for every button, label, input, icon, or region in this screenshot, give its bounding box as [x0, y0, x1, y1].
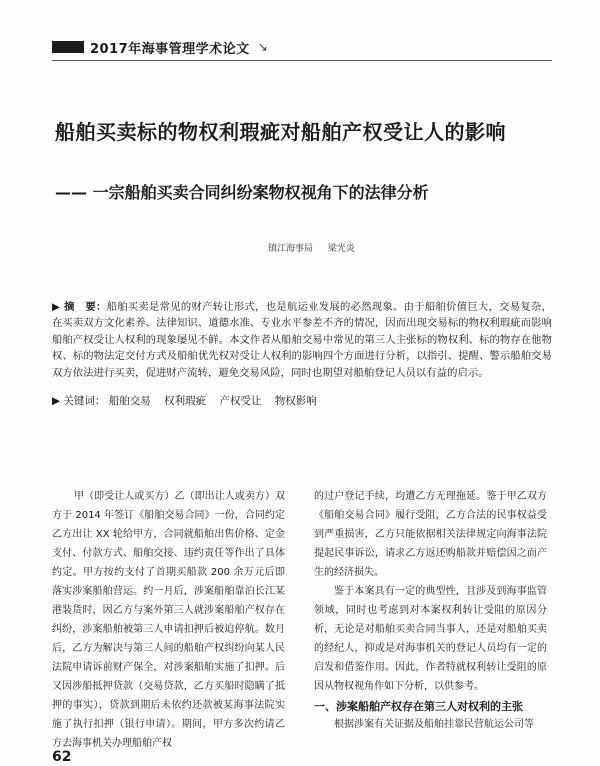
- paper-title: 船舶买卖标的物权利瑕疵对船舶产权受让人的影响: [55, 120, 506, 144]
- body-paragraph: 的过户登记手续，均遭乙方无理拖延。鉴于甲乙双方《船舶交易合同》履行受阻，乙方合法的民事权益受到严重损害，乙方只能依据相关法律规定向海事法院提起民事诉讼，请求乙方返还购船款并赔偿因之而产生的经济损失。: [314, 491, 547, 578]
- abstract-label: ▶ 摘 要：: [52, 301, 107, 313]
- header-title: 2017年海事管理学术论文: [90, 41, 250, 57]
- body-column-right: [314, 487, 547, 734]
- keywords-label: ▶ 关键词：: [52, 395, 106, 407]
- author-line: [268, 241, 355, 254]
- keyword-item: 物权影响: [274, 395, 317, 407]
- body-paragraph: 鉴于本案具有一定的典型性，且涉及到海事监管领域，同时也考虑到对本案权利转让受阻的原因分析，无论是对船舶买卖合同当事人，还是对船舶买卖的经纪人，抑或是对海事机关的登记人员均有一定的启发和借鉴作用。因此，作者特就权利转让受阻的原因从物权视角作如下分析，以供参考。: [314, 586, 547, 692]
- body-paragraph: 根据涉案有关证据及船舶挂靠民营航运公司等: [334, 719, 534, 730]
- header-rule: [52, 60, 552, 61]
- abstract: [52, 299, 552, 381]
- body-column-left: [52, 487, 285, 753]
- keywords: [52, 393, 552, 409]
- section-heading: 一、涉案船舶产权存在第三人对权利的主张: [314, 700, 523, 713]
- keyword-item: 船舶交易: [108, 395, 151, 407]
- keyword-item: 产权受让: [219, 395, 262, 407]
- abstract-text: 船舶买卖是常见的财产转让形式，也是航运业发展的必然现象。由于船舶价值巨大，交易复杂，在买卖双方文化素养、法律知识、道德水准、专业水平参差不齐的情况，因而出现交易标的物权利瑕疵而影响船舶产权受让人权利的现象屡见不鲜。本文作者从船舶交易中常见的第三人主张标的物权利、标的物存在他物权、标的物法定交付方式及船舶优先权对受让人权利的影响四个方面进行分析，以指引、提醒、警示船舶交易双方依法进行买卖，促进财产流转，避免交易风险，同时也期望对船舶登记人员以有益的启示。: [52, 301, 552, 379]
- author-org: 镇江海事局: [268, 244, 314, 254]
- page-number: 62: [52, 749, 72, 765]
- keyword-item: 权利瑕疵: [164, 395, 207, 407]
- header-arrow-icon: ↘: [257, 40, 268, 54]
- paper-subtitle: —— 一宗船舶买卖合同纠纷案物权视角下的法律分析: [55, 183, 429, 202]
- header-black-bar: [52, 41, 84, 53]
- author-name: 梁光炎: [327, 244, 355, 254]
- running-header: [52, 38, 268, 56]
- body-paragraph: 甲（即受让人或买方）乙（即出让人或卖方）双方于 2014 年签订《船舶交易合同》一份，合同约定乙方出让 XX 轮给甲方，合同就船舶出售价格、定金支付、付款方式、船舶交接、违约责任等作出了具体约定。甲方按约支付了首期买船款 200 余万元后即落实涉案船舶营运。约一月后，涉案船舶靠泊长江某港装货时，因乙方与案外第三人就涉案船舶产权存在纠纷，涉案船舶被第三人申请扣押后被迫停航。数月后，乙方为解决与第三人间的船舶产权纠纷向某人民法院申请诉前财产保全，对涉案船舶实施了扣押。后又因涉船抵押贷款（交易贷款，乙方买船时隐瞒了抵押的事实），贷款到期后未依约还款被某海事法院实施了执行扣押（银行申请）。期间，甲方多次约请乙方去海事机关办理船舶产权: [52, 491, 285, 749]
